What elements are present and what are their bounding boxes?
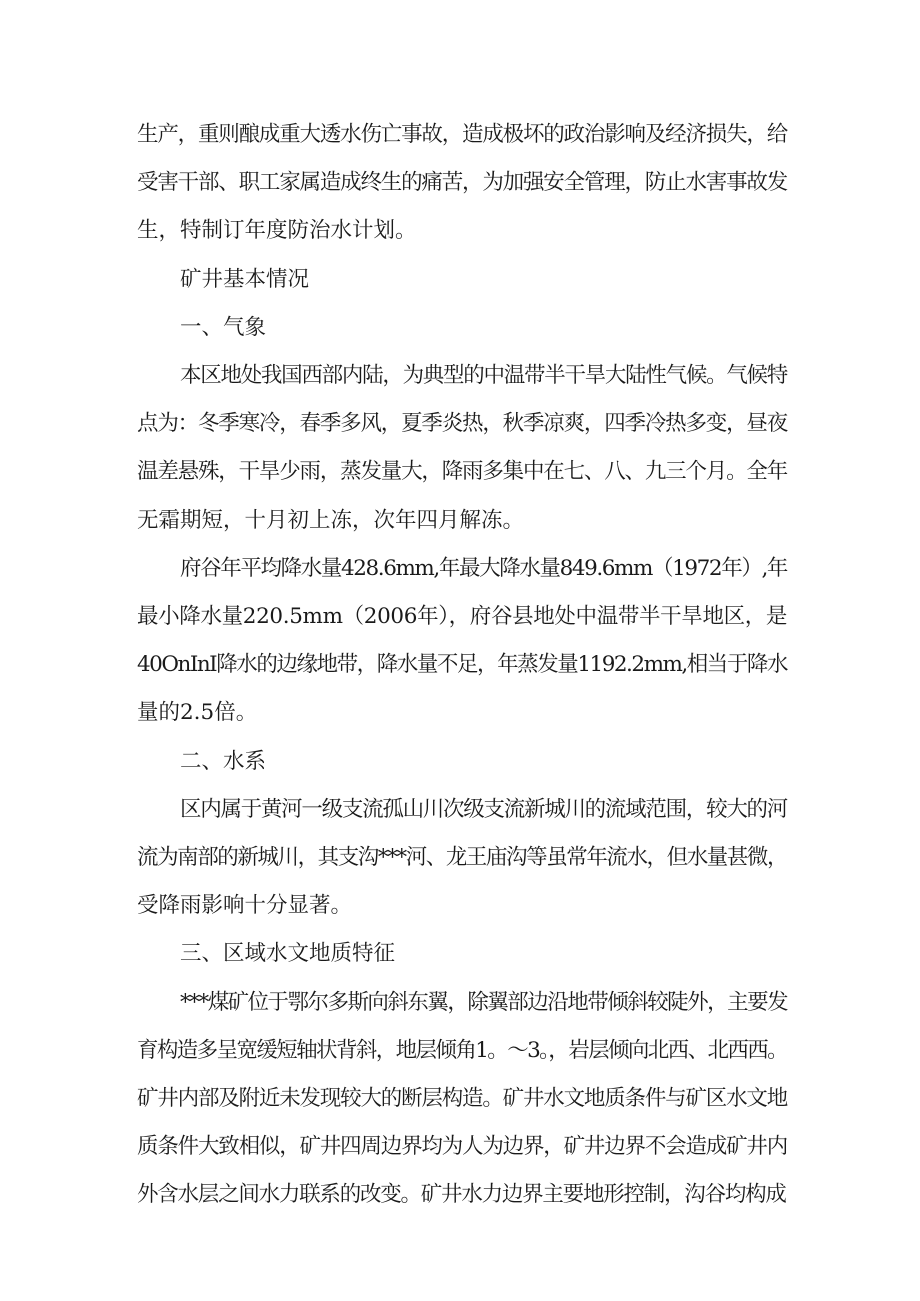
paragraph-line: 温差悬殊，干旱少雨，蒸发量大，降雨多集中在七、八、九三个月。全年 bbox=[137, 459, 787, 485]
paragraph-weather-heading bbox=[137, 304, 787, 352]
paragraph-line: 育构造多呈宽缓短轴状背斜，地层倾角1。～3。，岩层倾向北西、北西西。 bbox=[137, 1037, 787, 1063]
paragraph-mine-basic bbox=[137, 256, 787, 304]
document-body bbox=[137, 111, 787, 1220]
paragraph-line: 本区地处我国西部内陆，为典型的中温带半干旱大陆性气候。气候特 bbox=[180, 363, 787, 389]
paragraph-line: 三、区域水文地质特征 bbox=[180, 941, 396, 967]
paragraph-rainfall-text bbox=[137, 545, 787, 738]
paragraph-line: 矿井基本情况 bbox=[180, 266, 310, 292]
paragraph-line: 外含水层之间水力联系的改变。矿井水力边界主要地形控制，沟谷均构成 bbox=[137, 1182, 786, 1208]
paragraph-line: 最小降水量220.5mm（2006年），府谷县地处中温带半干旱地区，是 bbox=[137, 604, 788, 630]
paragraph-line: 府谷年平均降水量428.6mm,年最大降水量849.6mm（1972年）,年 bbox=[180, 555, 787, 581]
paragraph-line: 受害干部、职工家属造成终生的痛苦，为加强安全管理，防止水害事故发 bbox=[137, 170, 787, 196]
paragraph-weather-text bbox=[137, 352, 787, 545]
paragraph-hydro-heading bbox=[137, 930, 787, 978]
paragraph-line: 二、水系 bbox=[180, 748, 267, 774]
paragraph-line: 受降雨影响十分显著。 bbox=[137, 893, 353, 919]
paragraph-line: 质条件大致相似，矿井四周边界均为人为边界，矿井边界不会造成矿井内 bbox=[137, 1134, 787, 1160]
paragraph-line: 40OnInI降水的边缘地带，降水量不足，年蒸发量1192.2mm,相当于降水 bbox=[137, 652, 787, 678]
paragraph-line: 生产，重则酿成重大透水伤亡事故，造成极坏的政治影响及经济损失，给 bbox=[137, 122, 787, 147]
paragraph-line: 区内属于黄河一级支流孤山川次级支流新城川的流域范围，较大的河 bbox=[180, 796, 787, 822]
paragraph-water-heading bbox=[137, 738, 787, 786]
paragraph-line: 一、气象 bbox=[180, 314, 267, 340]
paragraph-line: 无霜期短，十月初上冻，次年四月解冻。 bbox=[137, 507, 525, 533]
paragraph-line: 矿井内部及附近未发现较大的断层构造。矿井水文地质条件与矿区水文地 bbox=[137, 1086, 787, 1112]
paragraph-line: 点为：冬季寒冷，春季多风，夏季炎热，秋季凉爽，四季冷热多变，昼夜 bbox=[137, 411, 787, 437]
paragraph-intro bbox=[137, 111, 787, 256]
paragraph-line: 生，特制订年度防治水计划。 bbox=[137, 218, 417, 244]
paragraph-hydro-text bbox=[137, 979, 787, 1220]
paragraph-line: ***煤矿位于鄂尔多斯向斜东翼，除翼部边沿地带倾斜较陡外，主要发 bbox=[180, 989, 787, 1015]
paragraph-water-text bbox=[137, 786, 787, 931]
paragraph-line: 流为南部的新城川，其支沟***河、龙王庙沟等虽常年流水，但水量甚微， bbox=[137, 845, 787, 871]
paragraph-line: 量的2.5倍。 bbox=[137, 700, 258, 726]
